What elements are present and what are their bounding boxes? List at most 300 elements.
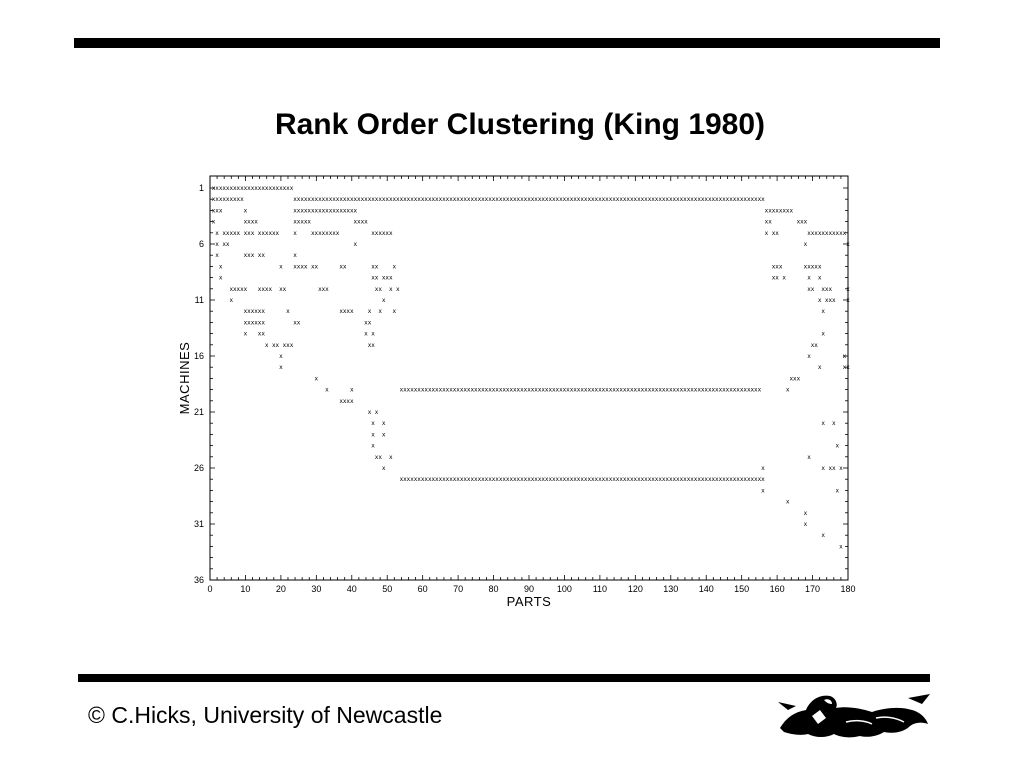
data-point: x [622,196,627,204]
data-point: x [750,196,755,204]
data-point: x [498,386,503,394]
data-point: x [396,196,400,204]
data-point: x [218,196,223,204]
data-point: x [754,476,758,484]
data-point: x [775,207,779,215]
data-point: x [690,476,694,484]
x-tick-label: 90 [523,584,535,594]
data-point: x [378,308,382,316]
data-point: x [761,196,765,204]
data-point: x [757,196,762,204]
data-point: x [360,218,365,226]
data-point: x [601,476,606,484]
data-point: x [357,218,361,226]
data-point: x [342,196,347,204]
data-point: x [764,229,769,237]
data-point: x [725,196,730,204]
data-point: x [321,207,326,215]
data-point: x [225,229,230,237]
data-point: x [211,185,216,192]
plot-frame [210,176,848,580]
data-point: x [562,476,567,484]
data-point: x [629,196,634,204]
data-point: x [254,319,258,327]
data-point: x [243,207,248,215]
data-point: x [261,185,265,192]
x-tick-label: 150 [734,584,750,594]
data-point: x [527,476,531,484]
data-point: x [211,207,216,215]
data-point: x [236,196,241,204]
data-point: x [392,196,397,204]
data-point: x [289,341,294,349]
data-point: x [817,297,822,304]
data-point: x [271,185,276,192]
data-point: x [757,386,762,394]
data-point: x [782,207,787,215]
data-point: x [711,476,716,484]
data-point: x [637,196,641,204]
data-point: x [261,319,265,327]
data-point: x [438,386,443,394]
data-point: x [300,263,304,271]
data-point: x [325,196,329,204]
data-point: x [474,196,478,204]
data-point: x [332,229,336,237]
data-point: x [789,375,794,383]
data-point: x [548,476,553,484]
data-point: x [310,229,315,237]
data-point: x [264,229,269,237]
data-point: x [381,297,386,304]
data-point: x [410,476,414,484]
data-point: x [431,476,436,484]
data-point: x [296,263,301,271]
data-point: x [785,207,790,215]
data-point: x [335,207,340,215]
data-point: x [438,196,443,204]
data-point: x [339,207,343,215]
data-point: x [282,341,287,349]
data-point: x [459,476,464,484]
x-axis-title: PARTS [506,594,552,609]
data-point: x [218,185,223,192]
data-point: x [700,386,705,394]
data-point: x [516,476,521,484]
data-point: x [718,386,723,394]
data-point: x [484,196,489,204]
data-point: x [371,229,375,237]
data-point: x [254,185,258,192]
data-point: x [438,476,443,484]
data-point: x [247,229,251,237]
data-point: x [427,386,432,394]
data-point: x [828,229,833,237]
data-point: x [339,308,343,316]
data-point: x [328,207,333,215]
data-point: x [491,386,496,394]
data-point: x [442,386,446,394]
data-point: x [569,476,574,484]
data-point: x [541,476,545,484]
data-point: x [452,386,457,394]
data-point: x [842,229,847,237]
data-point: x [803,263,808,271]
data-point: x [644,196,648,204]
data-point: x [328,229,333,237]
data-point: x [268,229,273,237]
data-point: x [293,207,297,215]
data-point: x [445,196,450,204]
data-point: x [481,196,485,204]
data-point: x [218,207,223,215]
data-point: x [743,196,748,204]
data-point: x [488,476,492,484]
data-point: x [392,263,397,271]
data-point: x [803,521,808,528]
data-point: x [644,386,648,394]
data-point: x [505,196,510,204]
data-point: x [622,476,627,484]
data-point: x [261,330,265,338]
data-point: x [637,386,641,394]
data-point: x [814,263,818,271]
data-point: x [477,196,482,204]
data-point: x [516,196,521,204]
data-point: x [293,319,297,327]
data-point: x [803,241,808,248]
data-point: x [300,207,304,215]
data-point: x [559,386,563,394]
data-point: x [764,207,769,215]
data-point: x [502,386,507,394]
data-point: x [232,185,237,192]
data-point: x [619,386,623,394]
data-point: x [527,196,531,204]
data-point: x [293,252,297,260]
data-point: x [846,364,850,372]
data-point: x [739,196,744,204]
data-point: x [665,476,670,484]
data-point: x [626,196,631,204]
data-point: x [349,196,354,204]
data-point: x [388,229,393,237]
data-point: x [587,476,592,484]
data-point: x [339,196,343,204]
data-point: x [619,196,623,204]
data-point: x [686,476,691,484]
data-point: x [651,196,655,204]
data-point: x [835,487,840,495]
data-point: x [396,285,400,293]
data-point: x [247,218,251,226]
data-point: x [502,476,507,484]
data-point: x [668,196,673,204]
data-point: x [470,476,475,484]
data-point: x [456,476,460,484]
data-point: x [612,476,616,484]
data-point: x [590,476,595,484]
data-point: x [513,476,517,484]
data-point: x [257,252,262,260]
data-point: x [544,386,549,394]
data-point: x [583,196,588,204]
data-point: x [279,185,283,192]
data-point: x [339,263,343,271]
data-point: x [232,196,237,204]
data-point: x [846,297,850,304]
data-point: x [463,196,468,204]
data-point: x [520,476,524,484]
x-tick-label: 110 [592,584,608,594]
data-point: x [378,196,382,204]
data-point: x [520,386,524,394]
data-point: x [381,274,386,282]
data-point: x [310,196,315,204]
data-point: x [832,297,836,304]
data-point: x [296,196,301,204]
data-point: x [686,196,691,204]
data-point: x [622,386,627,394]
data-point: x [427,196,432,204]
data-point: x [349,207,354,215]
data-point: x [325,285,329,293]
data-point: x [658,386,662,394]
data-point: x [746,476,751,484]
x-tick-label: 0 [207,584,213,594]
data-point: x [456,386,460,394]
data-point: x [445,476,450,484]
data-point: x [243,308,248,316]
data-point: x [530,196,535,204]
data-point: x [590,196,595,204]
data-point: x [732,386,737,394]
data-point: x [339,397,343,405]
data-point: x [707,196,712,204]
data-point: x [839,465,843,472]
data-point: x [555,196,560,204]
data-point: x [598,386,602,394]
data-point: x [725,386,730,394]
data-point: x [215,196,219,204]
data-point: x [264,185,269,192]
data-point: x [247,308,251,316]
data-point: x [782,274,787,282]
data-point: x [222,196,226,204]
data-point: x [807,274,811,282]
data-point: x [750,476,755,484]
data-point: x [814,229,818,237]
data-point: x [243,330,248,338]
data-point: x [325,229,329,237]
data-point: x [690,196,694,204]
data-point: x [807,353,811,360]
x-tick-label: 80 [488,584,499,594]
data-point: x [392,308,397,316]
data-point: x [842,364,847,372]
data-point: x [314,229,319,237]
data-point: x [690,386,694,394]
data-point: x [534,476,538,484]
data-point: x [484,476,489,484]
data-point: x [835,442,840,450]
x-tick-label: 170 [805,584,821,594]
y-tick-label: 31 [193,519,204,529]
data-point: x [590,386,595,394]
x-tick-label: 140 [698,584,714,594]
data-point: x [378,285,382,293]
data-point: x [250,319,255,327]
data-point: x [754,386,758,394]
data-point: x [817,274,822,282]
data-point: x [821,465,826,472]
data-point: x [739,386,744,394]
data-point: x [346,196,351,204]
data-point: x [555,386,560,394]
data-point: x [580,386,584,394]
data-point: x [349,386,354,394]
data-point: x [544,196,549,204]
data-point: x [243,252,248,260]
data-point: x [243,229,248,237]
data-point: x [647,386,652,394]
data-point: x [551,386,556,394]
data-point: x [286,341,290,349]
data-point: x [367,196,372,204]
data-point: x [828,285,833,293]
data-point: x [505,476,510,484]
data-point: x [275,341,280,349]
data-point: x [364,218,368,226]
data-point: x [449,386,453,394]
data-point: x [768,207,772,215]
data-point: x [583,476,588,484]
data-point: x [807,229,811,237]
data-point: x [353,241,358,248]
data-point: x [619,476,623,484]
data-point: x [654,386,659,394]
data-point: x [824,285,829,293]
data-point: x [516,386,521,394]
data-point: x [626,476,631,484]
data-point: x [722,196,726,204]
data-point: x [644,476,648,484]
data-point: x [250,218,255,226]
data-point: x [704,386,709,394]
data-point: x [449,476,453,484]
data-point: x [757,476,762,484]
data-point: x [367,308,372,316]
data-point: x [580,196,584,204]
data-point: x [293,229,297,237]
data-point: x [665,196,670,204]
data-point: x [626,386,631,394]
data-point: x [693,196,698,204]
axis-ticks [194,176,856,594]
data-point: x [505,386,510,394]
data-point: x [293,218,297,226]
data-point: x [399,476,404,484]
data-point: x [832,229,836,237]
x-tick-label: 40 [346,584,357,594]
data-point: x [442,196,446,204]
data-point: x [261,229,265,237]
data-point: x [654,476,659,484]
data-point: x [318,196,322,204]
data-point: x [459,386,464,394]
data-point: x [824,229,829,237]
data-point: x [668,386,673,394]
data-point: x [403,386,407,394]
data-point: x [785,386,790,394]
data-point: x [637,476,641,484]
data-point: x [385,196,390,204]
data-point: x [573,476,577,484]
data-point: x [683,386,687,394]
data-point: x [736,476,740,484]
x-tick-label: 120 [627,584,643,594]
data-point: x [793,375,797,383]
data-point: x [697,196,701,204]
data-point: x [279,364,283,372]
data-point: x [435,196,439,204]
data-point: x [743,386,748,394]
data-point: x [658,196,662,204]
data-point: x [300,196,304,204]
data-point: x [431,386,436,394]
data-point: x [378,453,382,461]
data-point: x [775,229,779,237]
data-point: x [388,274,393,282]
data-point: x [215,185,219,192]
data-point: x [385,274,390,282]
data-point: x [303,207,308,215]
data-point: x [700,196,705,204]
data-point: x [229,297,234,304]
data-point: x [796,218,801,226]
data-point: x [321,285,326,293]
data-point: x [364,196,368,204]
data-point: x [544,476,549,484]
data-point: x [530,476,535,484]
data-point: x [254,308,258,316]
data-point: x [388,196,393,204]
data-point: x [406,196,411,204]
data-point: x [754,196,758,204]
data-point: x [381,465,386,472]
data-point: x [761,465,765,472]
data-point: x [240,196,244,204]
data-point: x [342,308,347,316]
data-point: x [835,229,840,237]
y-tick-label: 16 [193,351,204,361]
data-point: x [807,453,811,461]
data-point: x [282,285,287,293]
data-point: x [420,476,425,484]
data-point: x [388,453,393,461]
data-point: x [388,285,393,293]
data-point: x [342,263,347,271]
data-point: x [513,196,517,204]
data-point: x [725,476,730,484]
data-point: x [236,285,241,293]
data-point: x [633,196,638,204]
data-point: x [587,196,592,204]
data-point: x [651,476,655,484]
data-point: x [566,476,570,484]
data-point: x [452,476,457,484]
data-point: x [821,308,826,316]
